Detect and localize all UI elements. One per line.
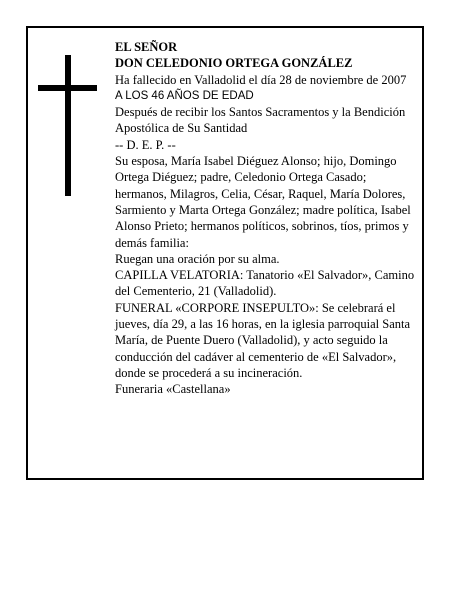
funeral-info: FUNERAL «CORPORE INSEPULTO»: Se celebrará el jueves, día 29, a las 16 horas, en la iglesia parroquial Santa María, de Puente Duero (Valladolid), y acto seguido la conducción del cadáver al cementerio de «El Salvador», donde se procederá a su incineración. (115, 300, 411, 380)
age-line: A LOS 46 AÑOS DE EDAD (115, 89, 254, 102)
sacraments-line: Después de recibir los Santos Sacramentos y la Bendición Apostólica de Su Santidad (115, 105, 406, 136)
notice-title: EL SEÑOR (115, 40, 178, 54)
rip-line: -- D. E. P. -- (115, 137, 176, 152)
notice-text-block (115, 39, 417, 398)
prayer-line: Ruegan una oración por su alma. (115, 251, 280, 266)
death-info: Ha fallecido en Valladolid el día 28 de noviembre de 2007 (115, 72, 407, 87)
funeral-home: Funeraria «Castellana» (115, 382, 231, 397)
cross-horizontal-bar (38, 85, 97, 91)
deceased-name: DON CELEDONIO ORTEGA GONZÁLEZ (115, 56, 353, 71)
chapel-info: CAPILLA VELATORIA: Tanatorio «El Salvador», Camino del Cementerio, 21 (Valladolid). (115, 268, 415, 299)
cross-vertical-bar (65, 55, 71, 196)
family-list: Su esposa, María Isabel Diéguez Alonso; hijo, Domingo Ortega Diéguez; padre, Celedonio Ortega Casado; hermanos, Milagros, Celia, César, Raquel, María Dolores, Sarmiento y Marta Ortega González; madre política, Isabel Alonso Prieto; hermanos políticos, sobrinos, tíos, primos y demás familia: (115, 154, 411, 250)
